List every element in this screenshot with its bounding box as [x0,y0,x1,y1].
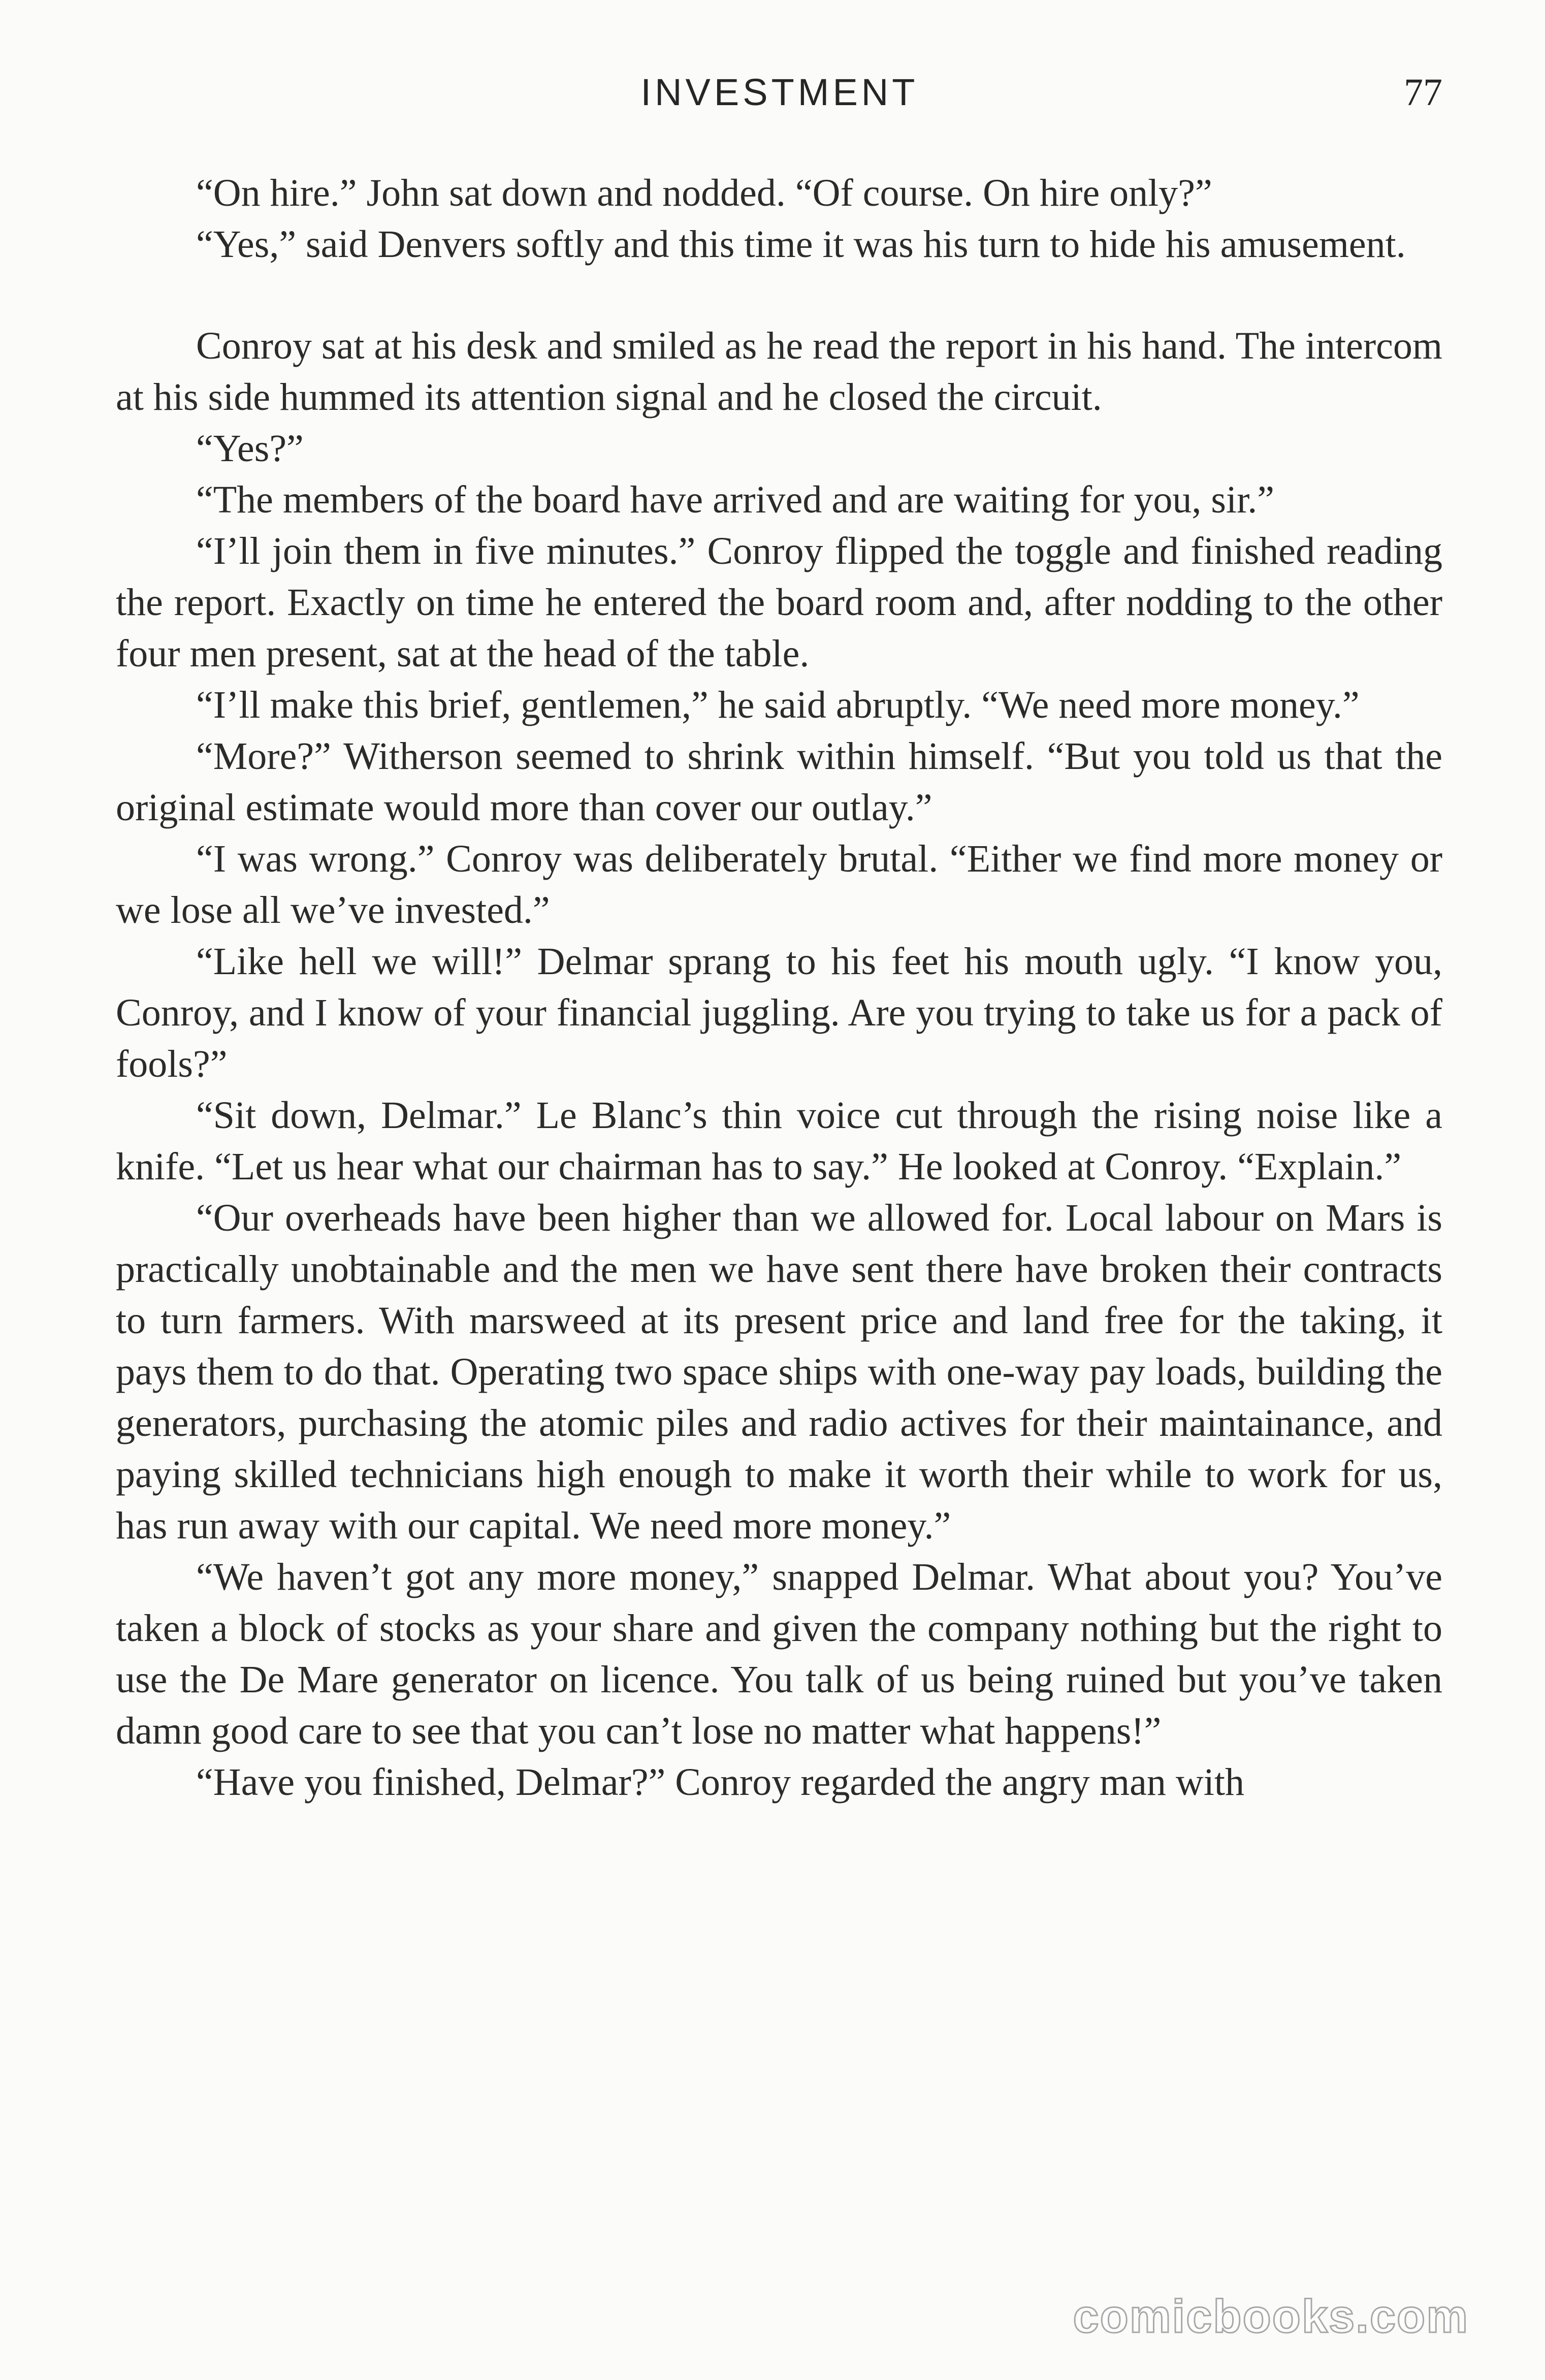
paragraph: “Sit down, Delmar.” Le Blanc’s thin voice cut through the rising noise like a knife. “Let us hear what our chairman has to say.” He looked at Conroy. “Explain.” [116,1094,1442,1188]
paragraph: “Our overheads have been higher than we allowed for. Local labour on Mars is practically unobtainable and the men we have sent there have broken their contracts to turn farmers. With marsweed at its present price and land free for the taking, it pays them to do that. Operating two space ships with one-way pay loads, building the generators, purchasing the atomic piles and radio actives for their maintainance, and paying skilled technicians high enough to make it worth their while to work for us, has run away with our capital. We need more money.” [116,1197,1442,1547]
paragraph: “More?” Witherson seemed to shrink within himself. “But you told us that the original estimate would more than cover our outlay.” [116,735,1442,829]
paragraph: “I was wrong.” Conroy was deliberately brutal. “Either we find more money or we lose all we’ve invested.” [116,838,1442,931]
paragraph: “Yes?” [196,427,304,470]
paragraph: “I’ll join them in five minutes.” Conroy flipped the toggle and finished reading the report. Exactly on time he entered the board room and, after nodding to the other four men present, sat at the head of the table. [116,530,1442,675]
paragraph: “Have you finished, Delmar?” Conroy regarded the angry man with [196,1761,1244,1804]
section-break [116,270,1442,320]
paragraph: “Yes,” said Denvers softly and this time it was his turn to hide his amusement. [196,223,1406,266]
chapter-title: INVESTMENT [640,71,919,113]
paragraph: “We haven’t got any more money,” snapped Delmar. What about you? You’ve taken a block of stocks as your share and given the company nothing but the right to use the De Mare generator on licence. You talk of us being ruined but you’ve taken damn good care to see that you can’t lose no matter what happens!” [116,1556,1442,1752]
paragraph: “I’ll make this brief, gentlemen,” he said abruptly. “We need more money.” [196,684,1360,726]
paragraph: “The members of the board have arrived and are waiting for you, sir.” [196,478,1274,521]
watermark-logo: comicbooks.com [1073,2291,1469,2342]
page-number: 77 [1404,71,1442,114]
body-text [116,168,1442,1808]
paragraph: “On hire.” John sat down and nodded. “Of course. On hire only?” [196,172,1212,214]
running-head [117,67,1442,118]
paragraph: Conroy sat at his desk and smiled as he read the report in his hand. The intercom at his side hummed its attention signal and he closed the circuit. [116,325,1442,419]
paragraph: “Like hell we will!” Delmar sprang to his feet his mouth ugly. “I know you, Conroy, and I know of your financial juggling. Are you trying to take us for a pack of fools?” [116,940,1442,1085]
